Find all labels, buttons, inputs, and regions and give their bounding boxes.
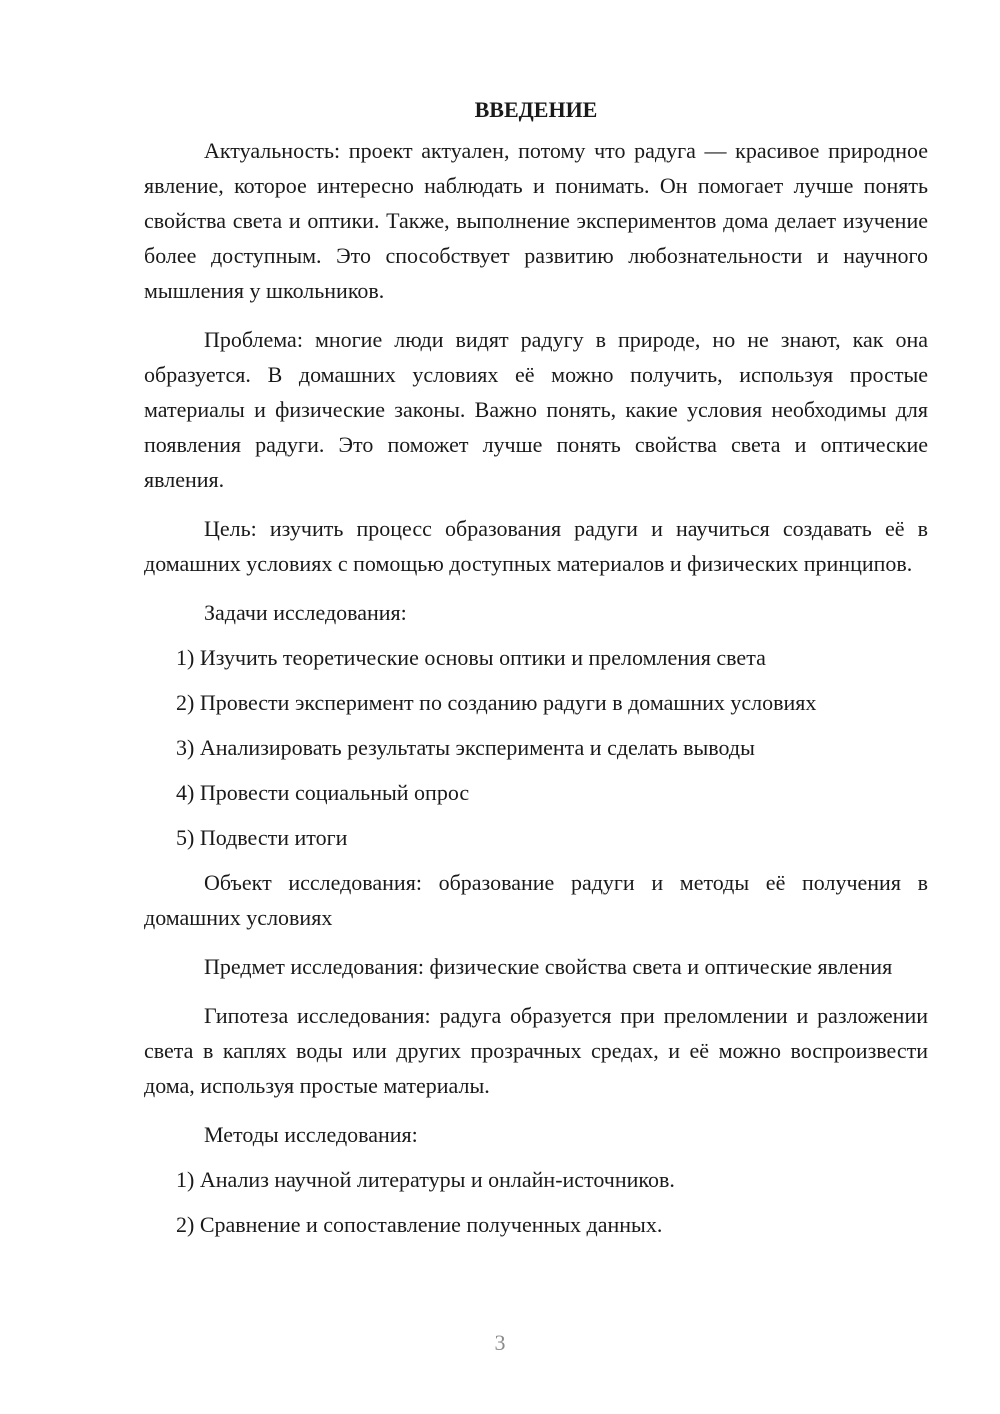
relevance-paragraph: Актуальность: проект актуален, потому что радуга — красивое природное явление, которое интересно наблюдать и понимать. Он помогает лучше понять свойства света и оптики. Также, выполнение экспериментов дома делает изучение более доступным. Это способствует развитию любознательности и научного мышления у школьников.	[144, 138, 928, 303]
task-item-5: 5) Подвести итоги	[176, 825, 348, 850]
methods-list	[144, 1162, 928, 1242]
method-item-2: 2) Сравнение и сопоставление полученных данных.	[176, 1212, 663, 1237]
tasks-label: Задачи исследования:	[204, 600, 407, 625]
problem-paragraph: Проблема: многие люди видят радугу в природе, но не знают, как она образуется. В домашних условиях её можно получить, используя простые материалы и физические законы. Важно понять, какие условия необходимы для появления радуги. Это поможет лучше понять свойства света и оптические явления.	[144, 327, 928, 492]
task-item-3: 3) Анализировать результаты эксперимента и сделать выводы	[176, 735, 755, 760]
methods-label: Методы исследования:	[204, 1122, 418, 1147]
object-paragraph: Объект исследования: образование радуги и методы её получения в домашних условиях	[144, 870, 928, 930]
tasks-list	[144, 640, 928, 855]
task-item-2: 2) Провести эксперимент по созданию радуги в домашних условиях	[176, 690, 817, 715]
subject-paragraph: Предмет исследования: физические свойства света и оптические явления	[204, 954, 893, 979]
task-item-4: 4) Провести социальный опрос	[176, 780, 470, 805]
method-item-1: 1) Анализ научной литературы и онлайн-источников.	[176, 1167, 675, 1192]
page-number: 3	[494, 1330, 506, 1355]
hypothesis-paragraph: Гипотеза исследования: радуга образуется при преломлении и разложении света в каплях воды или других прозрачных средах, и её можно воспроизвести дома, используя простые материалы.	[144, 1003, 928, 1098]
goal-paragraph: Цель: изучить процесс образования радуги и научиться создавать её в домашних условиях с помощью доступных материалов и физических принципов.	[144, 516, 928, 576]
document-page	[144, 92, 928, 1252]
task-item-1: 1) Изучить теоретические основы оптики и преломления света	[176, 645, 766, 670]
section-title: ВВЕДЕНИЕ	[474, 97, 598, 122]
